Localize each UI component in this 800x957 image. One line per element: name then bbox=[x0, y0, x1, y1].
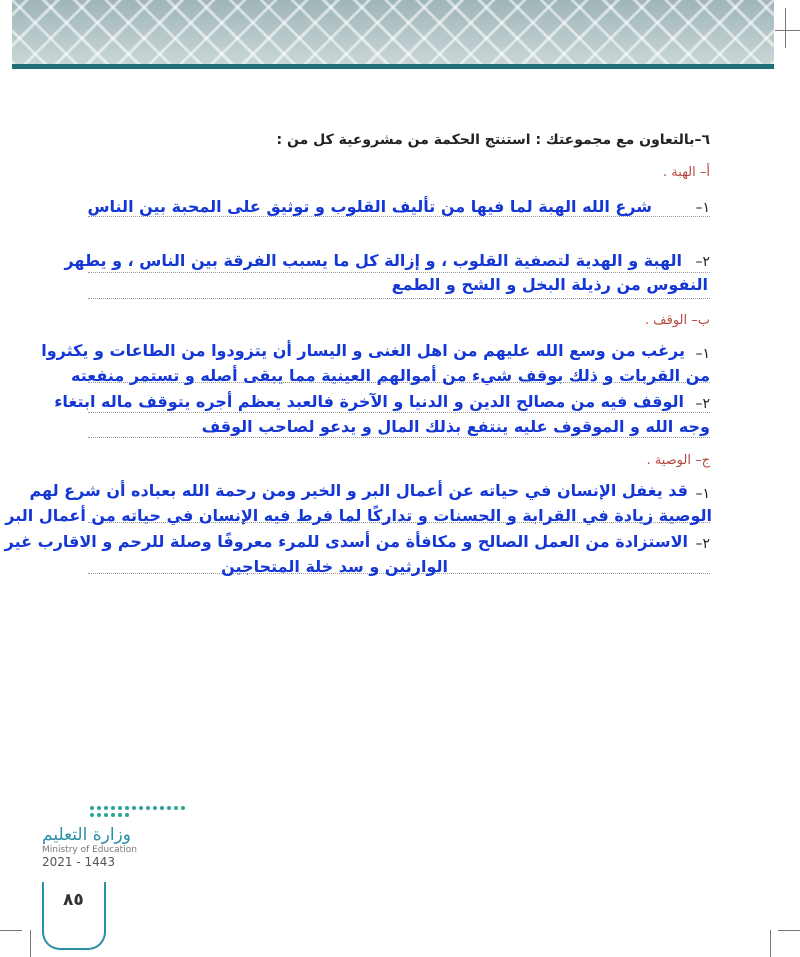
item-number: ٢– bbox=[695, 536, 710, 552]
ministry-logo bbox=[42, 806, 182, 869]
item-number: ١– bbox=[695, 200, 710, 216]
answer-text: يرغب من وسع الله عليهم من اهل الغنى و اليسار أن يتزودوا من الطاعات و يكثروا bbox=[41, 341, 685, 360]
answer-text: الوقف فيه من مصالح الدين و الدنيا و الآخرة فالعبد يعظم أجره يتوقف ماله ابتغاء bbox=[54, 392, 684, 411]
question-title: ٦–بالتعاون مع مجموعتك : استنتج الحكمة من مشروعية كل من : bbox=[276, 132, 710, 148]
answer-text: قد يغفل الإنسان في حياته عن أعمال البر و الخير ومن رحمة الله بعباده أن شرع لهم bbox=[29, 481, 688, 500]
section-heading-wasiya: ج– الوصية . bbox=[646, 453, 710, 468]
answer-text: الهبة و الهدية لتصفية القلوب ، و إزالة كل ما يسبب الفرقة بين الناس ، و يطهر bbox=[64, 251, 682, 270]
answer-text: الوصية زيادة في القرابة و الحسنات و تداركًا لما فرط فيه الإنسان في حياته من أعمال البر bbox=[5, 506, 712, 525]
section-heading-waqf: ب– الوقف . bbox=[644, 313, 710, 328]
item-number: ١– bbox=[695, 346, 710, 362]
answer-text: شرع الله الهبة لما فيها من تأليف القلوب و توثيق على المحبة بين الناس bbox=[87, 197, 652, 216]
answer-text: وجه الله و الموقوف عليه ينتفع بذلك المال و يدعو لصاحب الوقف bbox=[201, 417, 710, 436]
answer-text: من القربات و ذلك بوقف شيء من أموالهم العينية مما يبقى أصله و تستمر منفعته bbox=[71, 366, 710, 385]
section-heading-hiba: أ– الهبة . bbox=[663, 165, 710, 180]
answer-text: الوارثين و سد خلة المتحاجين bbox=[221, 557, 448, 576]
logo-english-text: Ministry of Education bbox=[42, 845, 137, 855]
logo-dots-icon bbox=[90, 806, 185, 817]
logo-year: 2021 - 1443 bbox=[42, 855, 116, 869]
answer-text: الاستزادة من العمل الصالح و مكافأة من أسدى للمرء معروفًا وصلة للرحم و الاقارب غير bbox=[4, 532, 688, 551]
item-number: ٢– bbox=[695, 254, 710, 270]
page-number: ٨٥ bbox=[63, 890, 84, 910]
logo-arabic-text: وزارة التعليم bbox=[42, 825, 131, 845]
answer-text: النفوس من رذيلة البخل و الشح و الطمع bbox=[391, 275, 708, 294]
item-number: ١– bbox=[695, 486, 710, 502]
item-number: ٢– bbox=[695, 396, 710, 412]
